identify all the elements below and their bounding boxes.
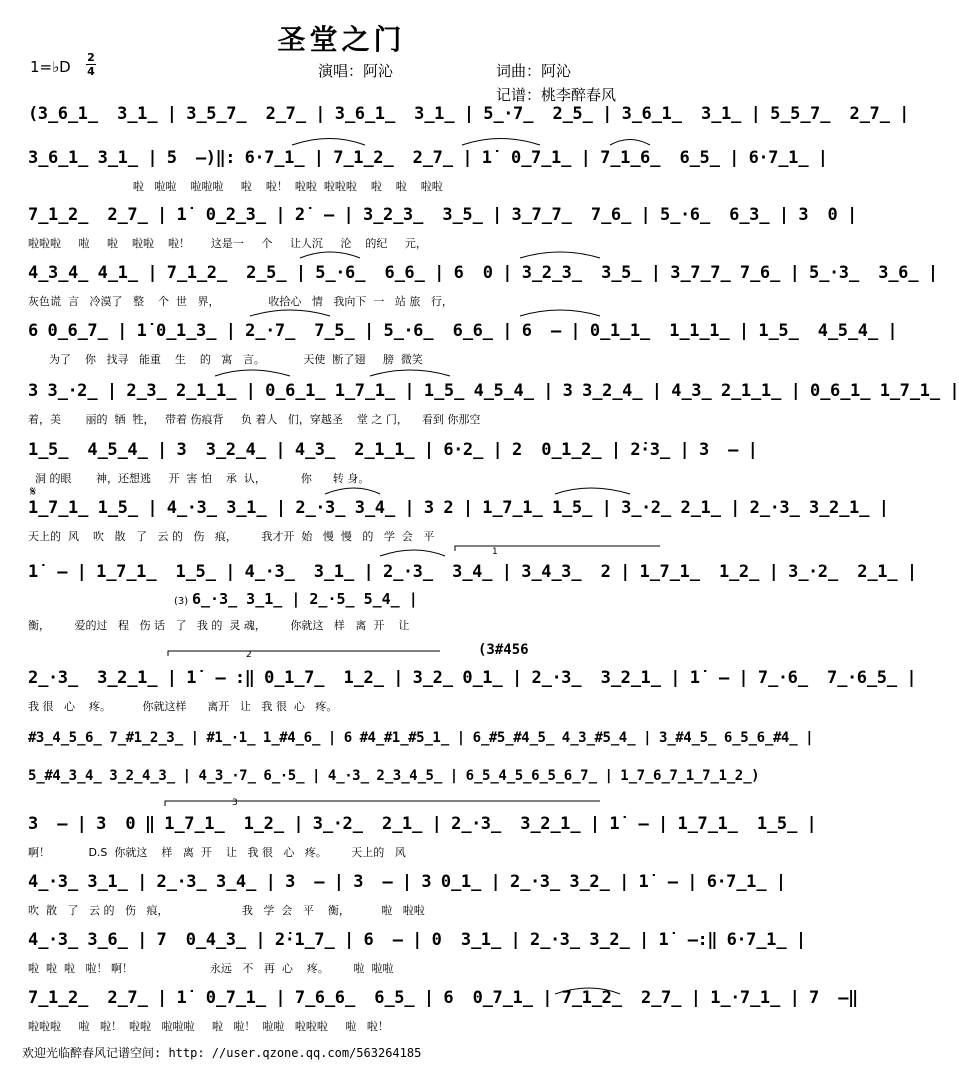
ossia-label: (3) [174, 596, 189, 607]
notation-line: 3 3̲·2̲ | 2̲3̲ 2̲1̲1̲ | 0̲6̲1̲ 1̲7̲1̲ | 1̲5̲ 4̲5̲4̲ | 3 3̲2̲4̲ | 4̲3̲ 2̲1̲1̲ | 0̲6̲1̲ 1̲7̲1̲ | [28, 381, 959, 401]
notation-line: 2̲·3̲ 3̲2̲1̲ | 1̇ – :‖ 0̲1̲7̲ 1̲2̲ | 3̲2̲ 0̲1̲ | 2̲·3̲ 3̲2̲1̲ | 1̇ – | 7̲·6̲ 7̲·6̲5̲ | [28, 668, 917, 688]
notation-line: 7̲1̲2̲ 2̲7̲ | 1̇ 0̲2̲3̲ | 2̇ – | 3̲2̲3̲ 3̲5̲ | 3̲7̲7̲ 7̲6̲ | 5̲·6̲ 6̲3̲ | 3 0 | [28, 205, 857, 225]
notation-line: 3̲6̲1̲ 3̲1̲ | 5 –)‖: 6·7̲1̲ | 7̲1̲2̲ 2̲7̲ | 1̇ 0̲7̲1̲ | 7̲1̲6̲ 6̲5̲ | 6·7̲1̲ | [28, 148, 828, 168]
footer-note: 欢迎光临醉春风记谱空间: http: //user.qzone.qq.com/563264185 [22, 1046, 422, 1060]
lyrics-line: 吹 散 了 云 的 伤 痕， 我 学 会 平 衡， 啦 啦啦 [28, 904, 425, 917]
notation-line: 4̲3̲4̲ 4̲1̲ | 7̲1̲2̲ 2̲5̲ | 5̲·6̲ 6̲6̲ | 6 0 | 3̲2̲3̲ 3̲5̲ | 3̲7̲7̲ 7̲6̲ | 5̲·3̲ 3̲6̲ | [28, 263, 938, 283]
volta-3-label: 3 [232, 798, 238, 808]
volta-1-label: 1 [492, 547, 498, 557]
ossia-notes: 6̲·3̲ 3̲1̲ | 2̲·5̲ 5̲4̲ | [192, 590, 418, 608]
notation-line: 5̲#4̲3̲4̲ 3̲2̲4̲3̲ | 4̲3̲·7̲ 6̲·5̲ | 4̲·3̲ 2̲3̲4̲5̲ | 6̲5̲4̲5̲6̲5̲6̲7̲ | 1̲7̲6̲7̲1̲7̲1̲2̲) [28, 768, 760, 784]
singer-credit: 演唱：阿沁 [318, 62, 394, 80]
bridge-open: (3#456 [478, 642, 529, 658]
lyrics-line: 啦啦啦 啦 啦！ 啦啦 啦啦啦 啦 啦！ 啦啦 啦啦啦 啦 啦！ [28, 1020, 389, 1033]
transcriber-credit: 记谱：桃李醉春风 [496, 86, 617, 104]
notation-line: 1̇ – | 1̲7̲1̲ 1̲5̲ | 4̲·3̲ 3̲1̲ | 2̲·3̲ 3̲4̲ | 3̲4̲3̲ 2 | 1̲7̲1̲ 1̲2̲ | 3̲·2̲ 2̲1̲ | [28, 562, 917, 582]
lyrics-line: 啦啦啦 啦 啦 啦啦 啦！ 这是一 个 让人沉 沦 的纪 元， [28, 237, 427, 250]
notation-line: 1̲7̲1̲ 1̲5̲ | 4̲·3̲ 3̲1̲ | 2̲·3̲ 3̲4̲ | 3 2 | 1̲7̲1̲ 1̲5̲ | 3̲·2̲ 2̲1̲ | 2̲·3̲ 3̲2̲1̲ | [28, 498, 889, 518]
lyrics-line: 衡， 爱的过 程 伤 话 了 我 的 灵 魂， 你就这 样 离 开 让 [28, 619, 410, 632]
lyrics-line: 为了 你 找寻 能重 生 的 寓 言。 天使 断了翅 膀 微笑 [28, 353, 423, 366]
notation-line: 1̲5̲ 4̲5̲4̲ | 3 3̲2̲4̲ | 4̲3̲ 2̲1̲1̲ | 6·2̲ | 2 0̲1̲2̲ | 2̇·3̲ | 3 – | [28, 440, 758, 460]
time-signature-bottom: 4 [87, 65, 95, 78]
key-signature: 1=♭D [30, 58, 71, 76]
lyrics-line: 洞 的眼 神，还想逃 开 害 怕 承 认， 你 转 身。 [28, 472, 370, 485]
notation-line: 4̲·3̲ 3̲6̲ | 7 0̲4̲3̲ | 2̇·1̲7̲ | 6 – | 0 3̲1̲ | 2̲·3̲ 3̲2̲ | 1̇ –:‖ 6·7̲1̲ | [28, 930, 806, 950]
segno-sign: 𝄋 [30, 484, 37, 500]
lyrics-line: 啦 啦啦 啦啦啦 啦 啦！ 啦啦 啦啦啦 啦 啦 啦啦 [28, 180, 443, 193]
notation-line: 4̲·3̲ 3̲1̲ | 2̲·3̲ 3̲4̲ | 3 – | 3 – | 3 0̲1̲ | 2̲·3̲ 3̲2̲ | 1̇ – | 6·7̲1̲ | [28, 872, 786, 892]
notation-line: (3̲6̲1̲ 3̲1̲ | 3̲5̲7̲ 2̲7̲ | 3̲6̲1̲ 3̲1̲ | 5̲·7̲ 2̲5̲ | 3̲6̲1̲ 3̲1̲ | 5̲5̲7̲ 2̲7̲ | [28, 104, 909, 124]
lyrics-line: 我 很 心 疼。 你就这样 离开 让 我 很 心 疼。 [28, 700, 338, 713]
lyrics-line: 灰色谎 言 冷漠了 整 个 世 界， 收拾心 情 我向下 一 站 旅 行， [28, 295, 453, 308]
notation-line: 7̲1̲2̲ 2̲7̲ | 1̇ 0̲7̲1̲ | 7̲6̲6̲ 6̲5̲ | 6 0̲7̲1̲ | 7̲1̲2̲ 2̲7̲ | 1̲·7̲1̲ | 7 –‖ [28, 988, 858, 1008]
composer-credit: 词曲：阿沁 [496, 62, 572, 80]
page-title: 圣堂之门 [277, 23, 406, 56]
notation-line: 3 – | 3 0 ‖ 1̲7̲1̲ 1̲2̲ | 3̲·2̲ 2̲1̲ | 2̲·3̲ 3̲2̲1̲ | 1̇ – | 1̲7̲1̲ 1̲5̲ | [28, 814, 817, 834]
lyrics-line: 啊！ D.S 你就这 样 离 开 让 我 很 心 疼。 天上的 风 [28, 846, 406, 859]
time-signature [86, 52, 96, 77]
lyrics-line: 天上的 风 吹 散 了 云 的 伤 痕， 我才开 始 慢 慢 的 学 会 平 [28, 530, 435, 543]
notation-line: #3̲4̲5̲6̲ 7̲#1̲2̲3̲ | #1̲·1̲ 1̲#4̲6̲ | 6 #4̲#1̲#5̲1̲ | 6̲#5̲#4̲5̲ 4̲3̲#5̲4̲ | 3̲#4̲5̲ 6̲5̲6̲#4̲ | [28, 730, 814, 746]
notation-line: 6 0̲6̲7̲ | 1̇ 0̲1̲3̲ | 2̲·7̲ 7̲5̲ | 5̲·6̲ 6̲6̲ | 6 – | 0̲1̲1̲ 1̲1̲1̲ | 1̲5̲ 4̲5̲4̲ | [28, 321, 898, 341]
time-signature-top: 2 [87, 51, 95, 64]
volta-2-label: 2 [246, 650, 252, 660]
lyrics-line: 着，美 丽的 牺 牲， 带着 伤痕背 负 着人 们，穿越圣 堂 之 门， 看到 你那空 [28, 413, 481, 426]
lyrics-line: 啦 啦 啦 啦！ 啊！ 永远 不 再 心 疼。 啦 啦啦 [28, 962, 394, 975]
